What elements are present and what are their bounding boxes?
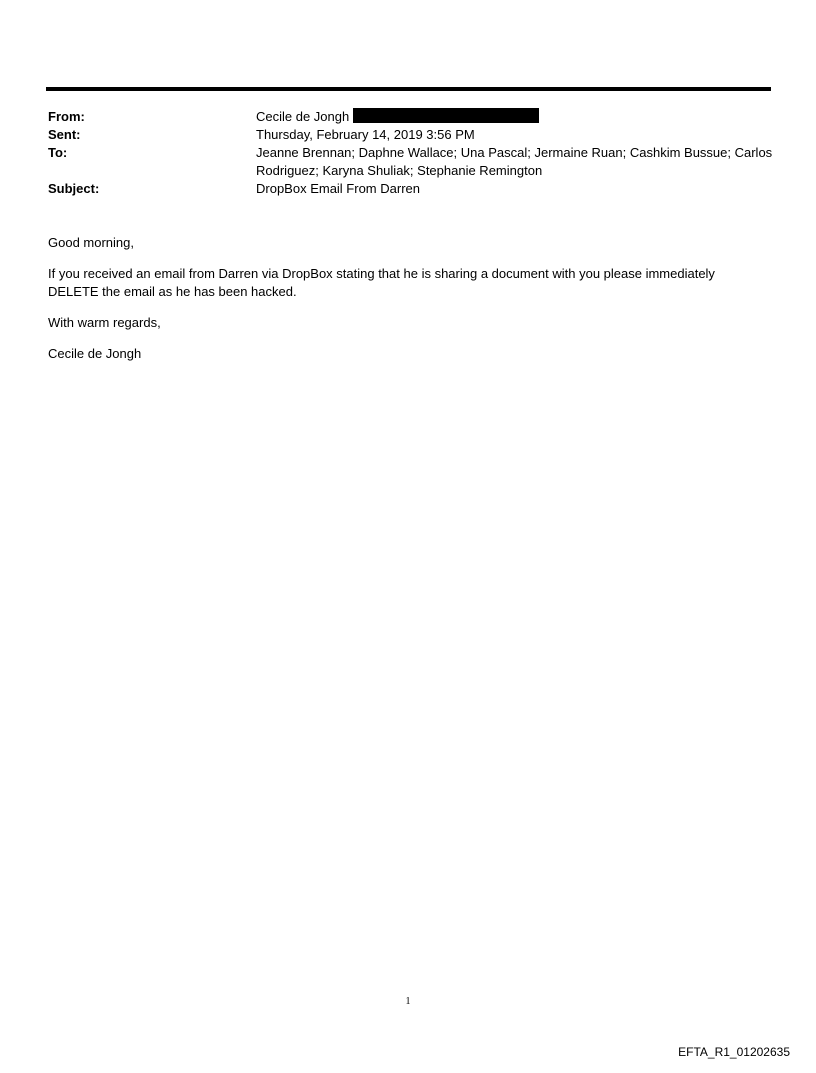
sent-label: Sent: <box>48 127 81 142</box>
to-row <box>48 144 788 180</box>
sent-value: Thursday, February 14, 2019 3:56 PM <box>256 127 475 142</box>
to-label: To: <box>48 145 68 160</box>
closing: With warm regards, <box>48 315 161 330</box>
bates-number: EFTA_R1_01202635 <box>678 1045 790 1059</box>
signature: Cecile de Jongh <box>48 346 142 361</box>
subject-label: Subject: <box>48 181 100 196</box>
subject-value: DropBox Email From Darren <box>256 181 420 196</box>
header-rule <box>46 87 771 91</box>
sent-row <box>48 126 788 144</box>
email-header <box>48 108 788 198</box>
page-number: 1 <box>405 996 411 1007</box>
greeting: Good morning, <box>48 235 134 250</box>
redaction-box <box>353 108 539 123</box>
from-row <box>48 108 788 126</box>
body-paragraph: If you received an email from Darren via DropBox stating that he is sharing a document with you please immediately DELETE the email as he has been hacked. <box>48 266 715 299</box>
to-value: Jeanne Brennan; Daphne Wallace; Una Pascal; Jermaine Ruan; Cashkim Bussue; Carlos Rodriguez; Karyna Shuliak; Stephanie Remington <box>256 145 773 178</box>
from-label: From: <box>48 109 85 124</box>
from-value <box>256 108 786 126</box>
from-name: Cecile de Jongh <box>256 109 350 124</box>
subject-row <box>48 180 788 198</box>
email-body <box>48 234 768 376</box>
